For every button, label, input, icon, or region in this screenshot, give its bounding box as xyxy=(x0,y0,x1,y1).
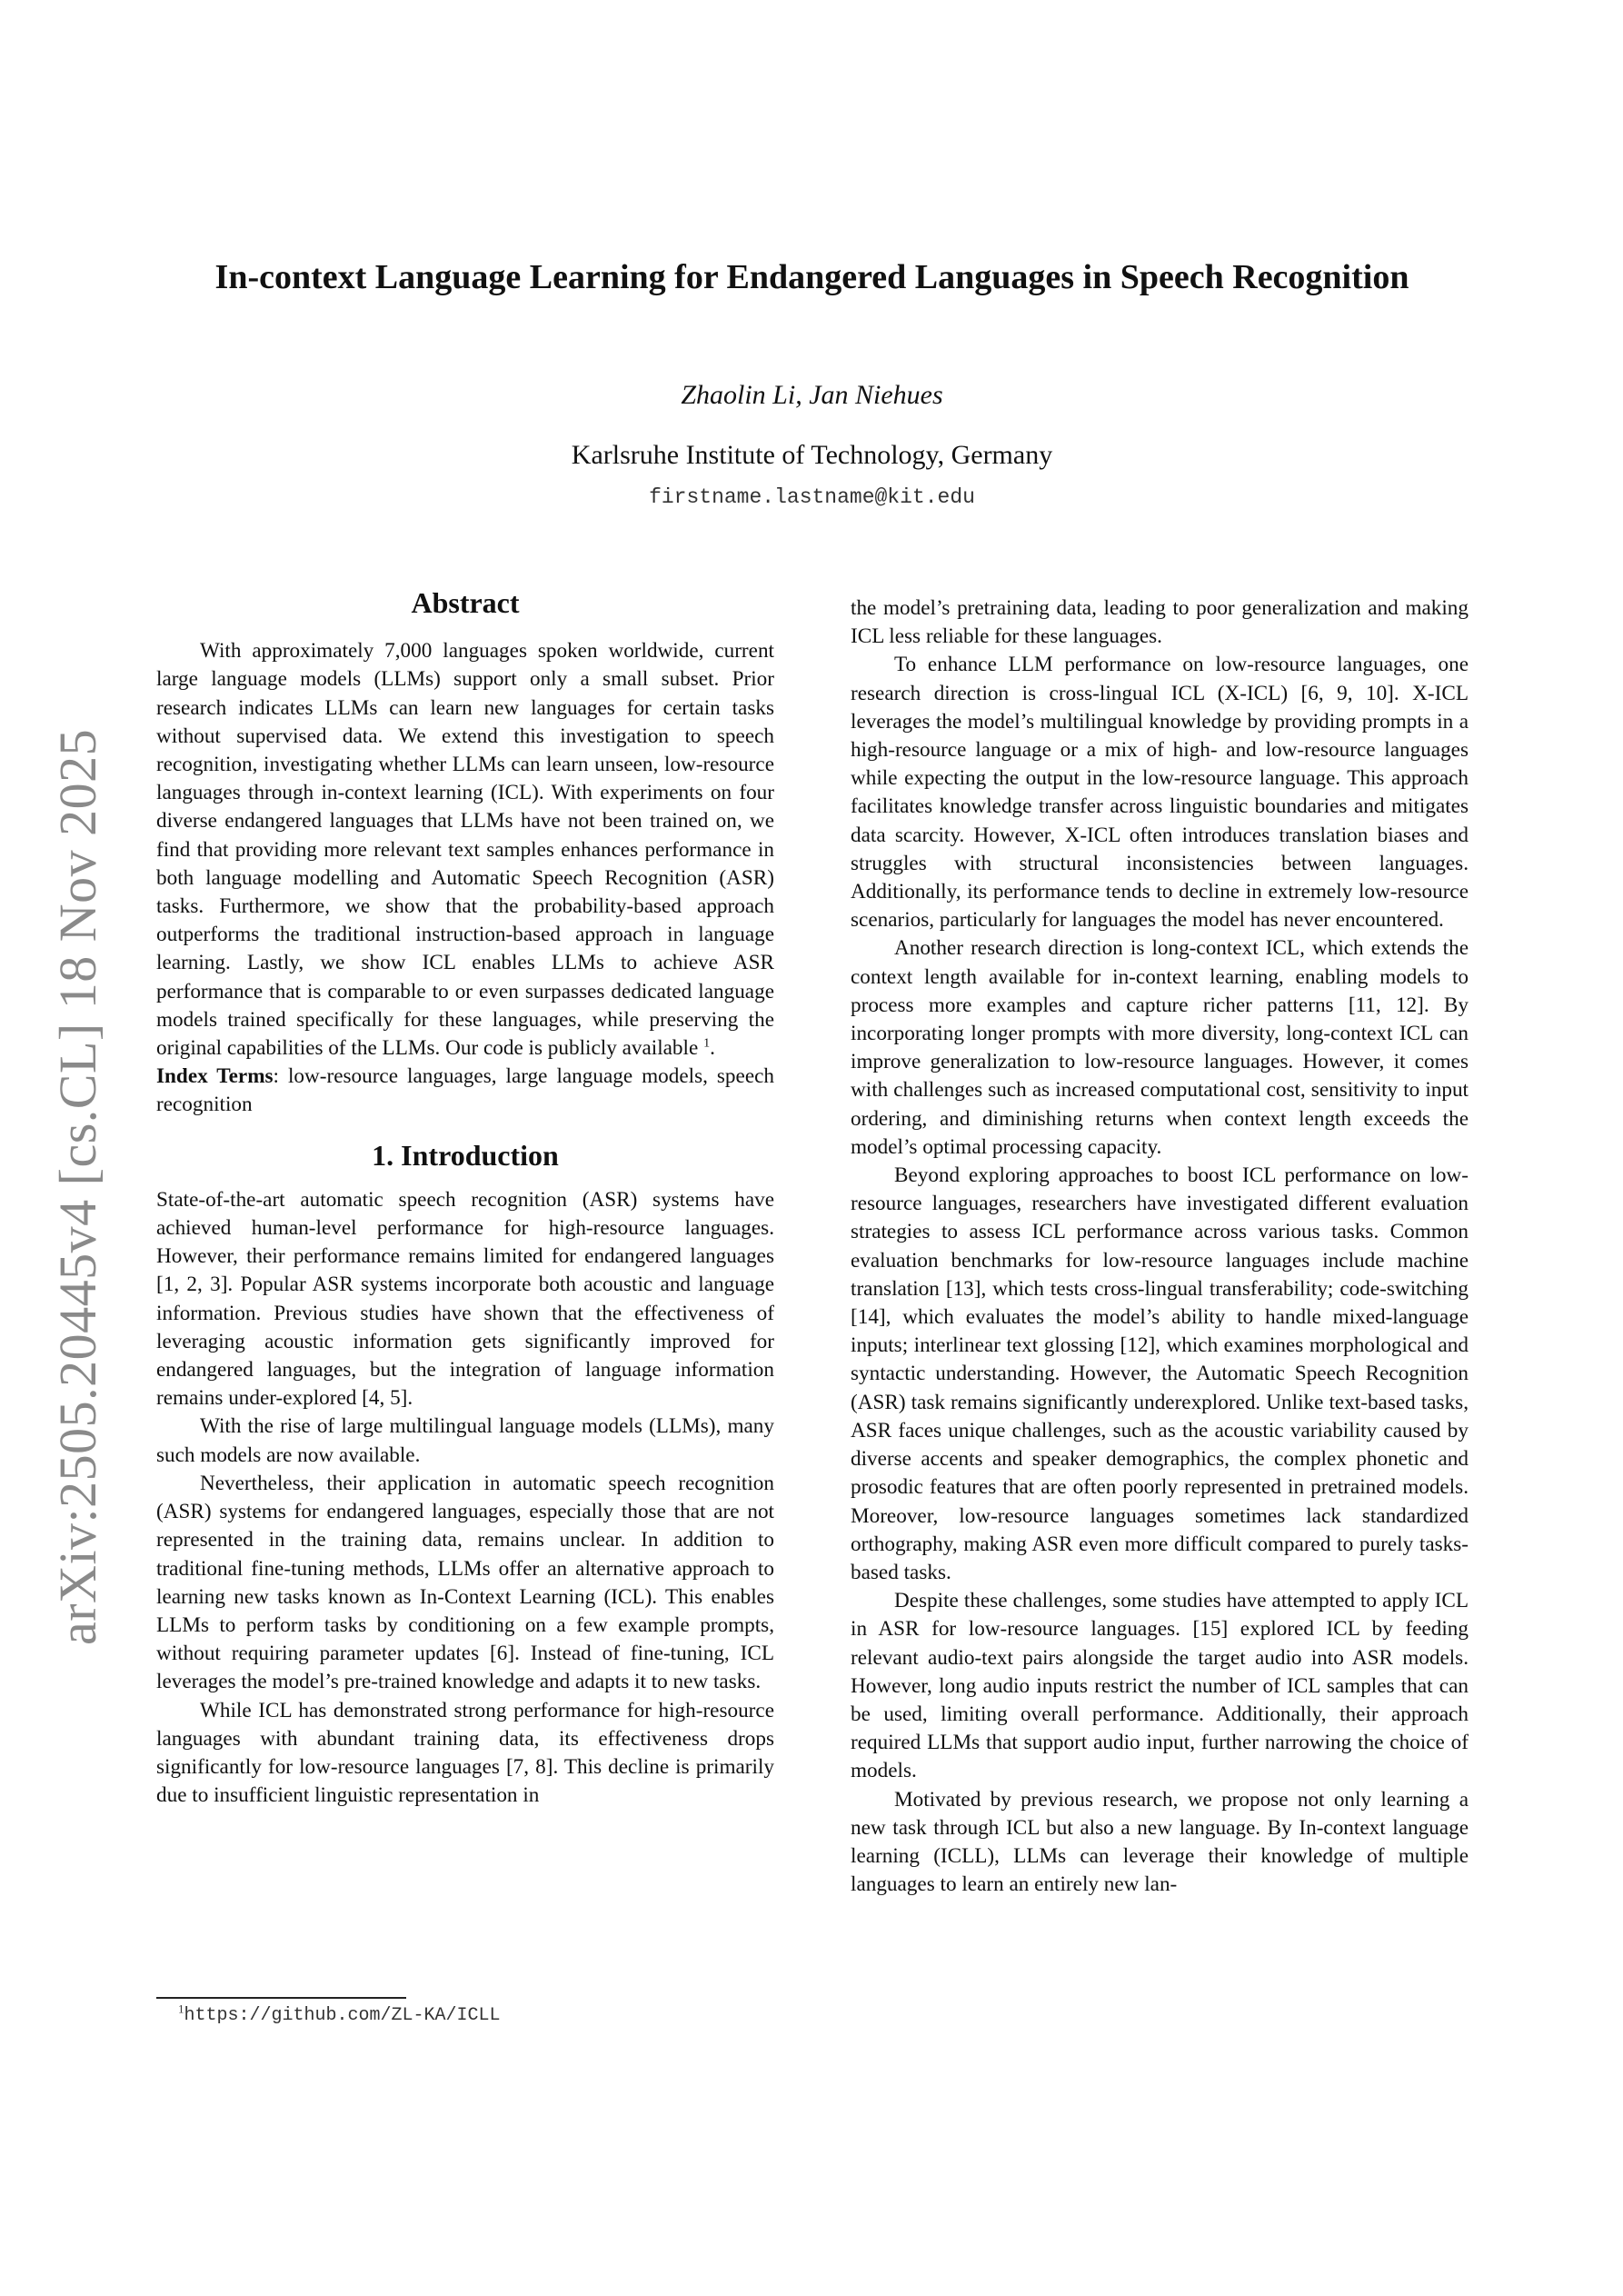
paragraph: State-of-the-art automatic speech recognition (ASR) systems have achieved human-level performance for high-resource languages. However, their performance remains limited for endangered languages [1, 2, 3]. Popular ASR systems incorporate both acoustic and language information. Previous studies have shown that the effectiveness of leveraging acoustic information gets significantly improved for endangered languages, but the integration of language information remains under-explored [4, 5]. xyxy=(156,1187,774,1411)
paragraph: With the rise of large multilingual language models (LLMs), many such models are now available. xyxy=(156,1414,774,1467)
authors: Zhaolin Li, Jan Niehues xyxy=(681,380,943,410)
arxiv-identifier: arXiv:2505.20445v4 [cs.CL] 18 Nov 2025 xyxy=(48,728,107,1645)
paragraph: Motivated by previous research, we propose not only learning a new task through ICL but also a new language. By In-context language learning (ICLL), LLMs can leverage their knowledge of multiple languages to learn an entirely new lan- xyxy=(851,1787,1469,1897)
footnote-mark: 1 xyxy=(178,2002,184,2016)
index-terms-label: Index Terms xyxy=(156,1064,274,1089)
footnote xyxy=(178,2002,501,2026)
email: firstname.lastname@kit.edu xyxy=(649,485,975,509)
abstract-text: With approximately 7,000 languages spoken worldwide, current large language models (LLMs) support only a small subset. Prior research indicates LLMs can learn new languages for certain tasks without supervised data. We extend this investigation to speech recognition, investigating whether LLMs can learn unseen, low-resource languages through in-context learning (ICL). With experiments on four diverse endangered languages that LLMs have not been trained on, we find that providing more relevant text samples enhances performance in both language modelling and Automatic Speech Recognition (ASR) tasks. Furthermore, we show that the probability-based approach outperforms the traditional instruction-based approach in language learning. Lastly, we show ICL enables LLMs to achieve ASR performance that is comparable to or even surpasses dedicated language models trained specifically for these languages, while preserving the original capabilities of the LLMs. Our code is publicly available $^1$. xyxy=(156,639,774,1061)
paragraph: the model’s pretraining data, leading to poor generalization and making ICL less reliable for these languages. xyxy=(851,596,1469,649)
footnote-link[interactable]: https://github.com/ZL-KA/ICLL xyxy=(184,2005,501,2026)
index-terms xyxy=(156,1063,774,1119)
footnote-divider xyxy=(156,1997,406,1999)
left-column xyxy=(156,586,774,1810)
paper-title: In-context Language Learning for Endangered Languages in Speech Recognition xyxy=(214,258,1409,296)
section-heading-introduction: 1. Introduction xyxy=(372,1138,559,1172)
index-terms-list: : low-resource languages, large language models, speech recognition xyxy=(156,1064,774,1117)
paragraph: Nevertheless, their application in automatic speech recognition (ASR) systems for endangered languages, especially those that are not represented in the training data, remains unclear. In addition to traditional fine-tuning methods, LLMs offer an alternative approach to learning new tasks known as In-Context Learning (ICL). This enables LLMs to perform tasks by conditioning on a few example prompts, without requiring parameter updates [6]. Instead of fine-tuning, ICL leverages the model’s pre-trained knowledge and adapts it to new tasks. xyxy=(156,1471,774,1694)
paragraph: Despite these challenges, some studies have attempted to apply ICL in ASR for low-resource languages. [15] explored ICL by feeding relevant audio-text pairs alongside the target audio into ASR models. However, long audio inputs restrict the number of ICL samples that can be used, limiting overall performance. Additionally, their approach required LLMs that support audio input, further narrowing the choice of models. xyxy=(851,1589,1469,1783)
paragraph: Beyond exploring approaches to boost ICL performance on low-resource languages, researchers have investigated different evaluation strategies to assess ICL performance across various tasks. Common evaluation benchmarks for low-resource languages include machine translation [13], which tests cross-lingual transferability; code-switching [14], which evaluates the model’s ability to handle mixed-language inputs; interlinear text glossing [12], which examines morphological and syntactic understanding. However, the Automatic Speech Recognition (ASR) task remains significantly underexplored. Unlike text-based tasks, ASR faces unique challenges, such as the acoustic variability caused by diverse accents and speaker demographics, the complex phonetic and prosodic features that are often poorly represented in pretrained models. Moreover, low-resource languages sometimes lack standardized orthography, making ASR even more difficult compared to purely tasks-based tasks. xyxy=(851,1163,1469,1584)
affiliation: Karlsruhe Institute of Technology, Germany xyxy=(571,440,1053,470)
footnote-ref[interactable]: 1 xyxy=(703,1036,711,1051)
right-column xyxy=(851,594,1469,1899)
paragraph: Another research direction is long-context ICL, which extends the context length available for in-context learning, enabling models to process more examples and capture richer patterns [11, 12]. By incorporating longer prompts with more diversity, long-context ICL can improve generalization to low-resource languages. However, it comes with challenges such as increased computational cost, sensitivity to input ordering, and diminishing returns when context length exceeds the model’s optimal processing capacity. xyxy=(851,936,1469,1159)
paragraph: While ICL has demonstrated strong performance for high-resource languages with abundant training data, its effectiveness drops significantly for low-resource languages [7, 8]. This decline is primarily due to insufficient linguistic representation in xyxy=(156,1698,774,1808)
paragraph: To enhance LLM performance on low-resource languages, one research direction is cross-lingual ICL (X-ICL) [6, 9, 10]. X-ICL leverages the model’s multilingual knowledge by providing prompts in a high-resource language or a mix of high- and low-resource languages while expecting the output in the low-resource language. This approach facilitates knowledge transfer across linguistic boundaries and mitigates data scarcity. However, X-ICL often introduces translation biases and struggles with structural inconsistencies between languages. Additionally, its performance tends to decline in extremely low-resource scenarios, particularly for languages the model has never encountered. xyxy=(851,653,1469,933)
abstract-heading: Abstract xyxy=(411,586,520,619)
